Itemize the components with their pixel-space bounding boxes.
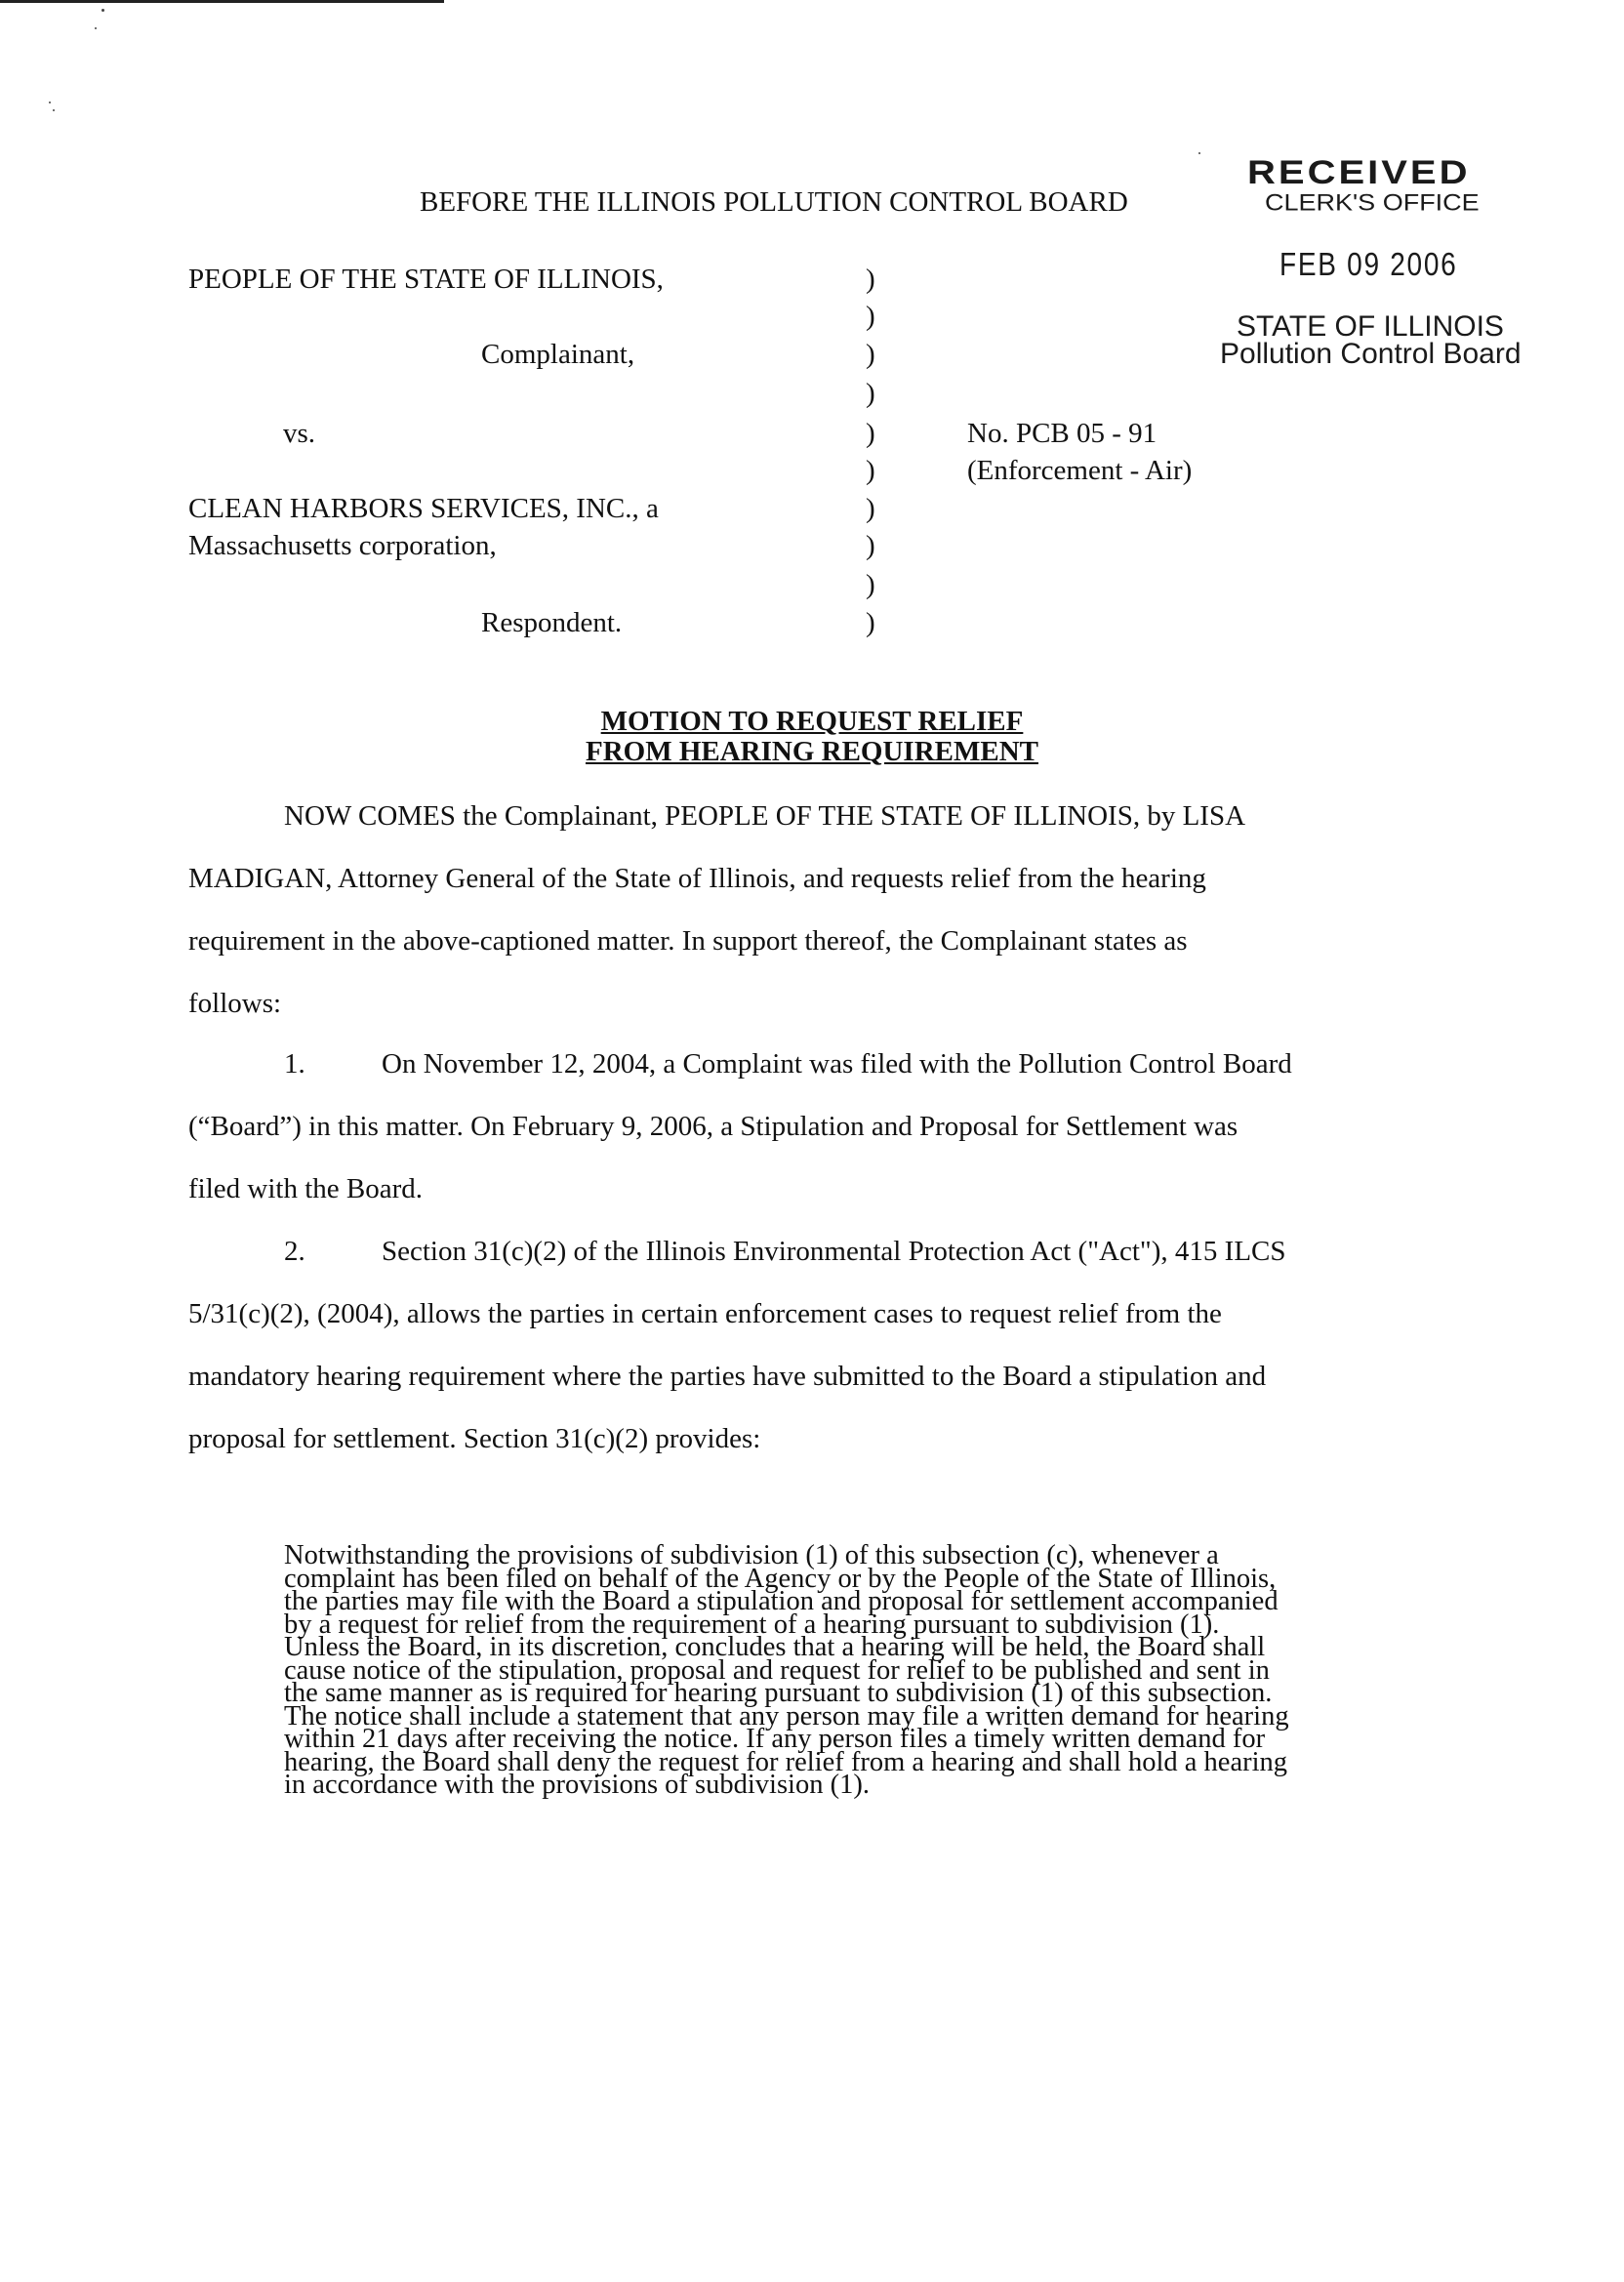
caption-paren: )	[866, 455, 875, 486]
quote-line: in accordance with the provisions of subdivision (1).	[284, 1770, 870, 1800]
body-line: (“Board”) in this matter. On February 9, 2006, a Stipulation and Proposal for Settlement was	[188, 1111, 1238, 1142]
defendant-name-line2: Massachusetts corporation,	[188, 530, 497, 561]
case-type: (Enforcement - Air)	[967, 455, 1193, 486]
stamp-received: RECEIVED	[1247, 154, 1471, 191]
defendant-role: Respondent.	[481, 607, 623, 638]
stamp-board: Pollution Control Board	[1220, 338, 1522, 370]
body-line: 5/31(c)(2), (2004), allows the parties in certain enforcement cases to request relief from the	[188, 1298, 1222, 1329]
caption-paren: )	[866, 493, 875, 524]
scan-edge-line	[0, 0, 444, 3]
scan-speck	[95, 27, 97, 29]
caption-paren: )	[866, 418, 875, 449]
body-line: On November 12, 2004, a Complaint was filed with the Pollution Control Board	[382, 1048, 1292, 1080]
motion-title-line1	[0, 706, 1624, 738]
quote-line: the same manner as is required for hearing pursuant to subdivision (1) of this subsection.	[284, 1678, 1273, 1708]
quote-line: Unless the Board, in its discretion, concludes that a hearing will be held, the Board shall	[284, 1632, 1266, 1662]
body-line: mandatory hearing requirement where the parties have submitted to the Board a stipulation and	[188, 1361, 1267, 1392]
paragraph-number: 2.	[284, 1236, 305, 1267]
quote-line: within 21 days after receiving the notice. If any person files a timely written demand for	[284, 1724, 1266, 1754]
caption-paren: )	[866, 301, 875, 332]
plaintiff-role: Complainant,	[481, 339, 635, 370]
quote-line: The notice shall include a statement that any person may file a written demand for hearing	[284, 1700, 1289, 1732]
scan-speck	[1198, 152, 1200, 154]
quote-line: the parties may file with the Board a stipulation and proposal for settlement accompanied	[284, 1586, 1279, 1616]
caption-paren: )	[866, 339, 875, 370]
case-number: No. PCB 05 - 91	[967, 418, 1157, 449]
body-line: NOW COMES the Complainant, PEOPLE OF THE STATE OF ILLINOIS, by LISA	[284, 800, 1246, 832]
statute-quote	[284, 1540, 1455, 1800]
quote-line: complaint has been filed on behalf of the Agency or by the People of the State of Illinois,	[284, 1563, 1277, 1594]
stamp-clerks-office: CLERK'S OFFICE	[1265, 189, 1480, 216]
caption-paren: )	[866, 378, 875, 409]
motion-title-line1-text: MOTION TO REQUEST RELIEF	[600, 706, 1024, 737]
caption-paren: )	[866, 607, 875, 638]
paragraph-number: 1.	[284, 1048, 305, 1080]
stamp-state: STATE OF ILLINOIS	[1237, 310, 1504, 343]
quote-line: hearing, the Board shall deny the request for relief from a hearing and shall hold a hearing	[284, 1746, 1288, 1777]
quote-line: by a request for relief from the requirement of a hearing pursuant to subdivision (1).	[284, 1609, 1220, 1640]
stamp-date: FEB 09 2006	[1279, 246, 1458, 282]
body-line: proposal for settlement. Section 31(c)(2) provides:	[188, 1423, 761, 1454]
body-line: MADIGAN, Attorney General of the State of Illinois, and requests relief from the hearing	[188, 863, 1206, 894]
body-line: follows:	[188, 988, 282, 1019]
plaintiff-name: PEOPLE OF THE STATE OF ILLINOIS,	[188, 264, 664, 295]
caption-paren: )	[866, 530, 875, 561]
scan-speck	[49, 102, 51, 103]
body-line: requirement in the above-captioned matter. In support thereof, the Complainant states as	[188, 925, 1188, 957]
scan-speck	[102, 9, 104, 12]
quote-line: cause notice of the stipulation, proposal and request for relief to be published and sent in	[284, 1654, 1270, 1686]
caption-paren: )	[866, 264, 875, 295]
motion-title-line2	[0, 736, 1624, 768]
versus-label: vs.	[283, 418, 316, 449]
court-heading: BEFORE THE ILLINOIS POLLUTION CONTROL BOARD	[420, 186, 1128, 218]
scan-speck	[53, 109, 55, 111]
caption-paren: )	[866, 569, 875, 600]
quote-line: Notwithstanding the provisions of subdivision (1) of this subsection (c), whenever a	[284, 1540, 1219, 1570]
defendant-name-line1: CLEAN HARBORS SERVICES, INC., a	[188, 493, 659, 524]
body-line: Section 31(c)(2) of the Illinois Environmental Protection Act ("Act"), 415 ILCS	[382, 1236, 1286, 1267]
motion-title-line2-text: FROM HEARING REQUIREMENT	[585, 736, 1038, 767]
body-line: filed with the Board.	[188, 1173, 424, 1204]
